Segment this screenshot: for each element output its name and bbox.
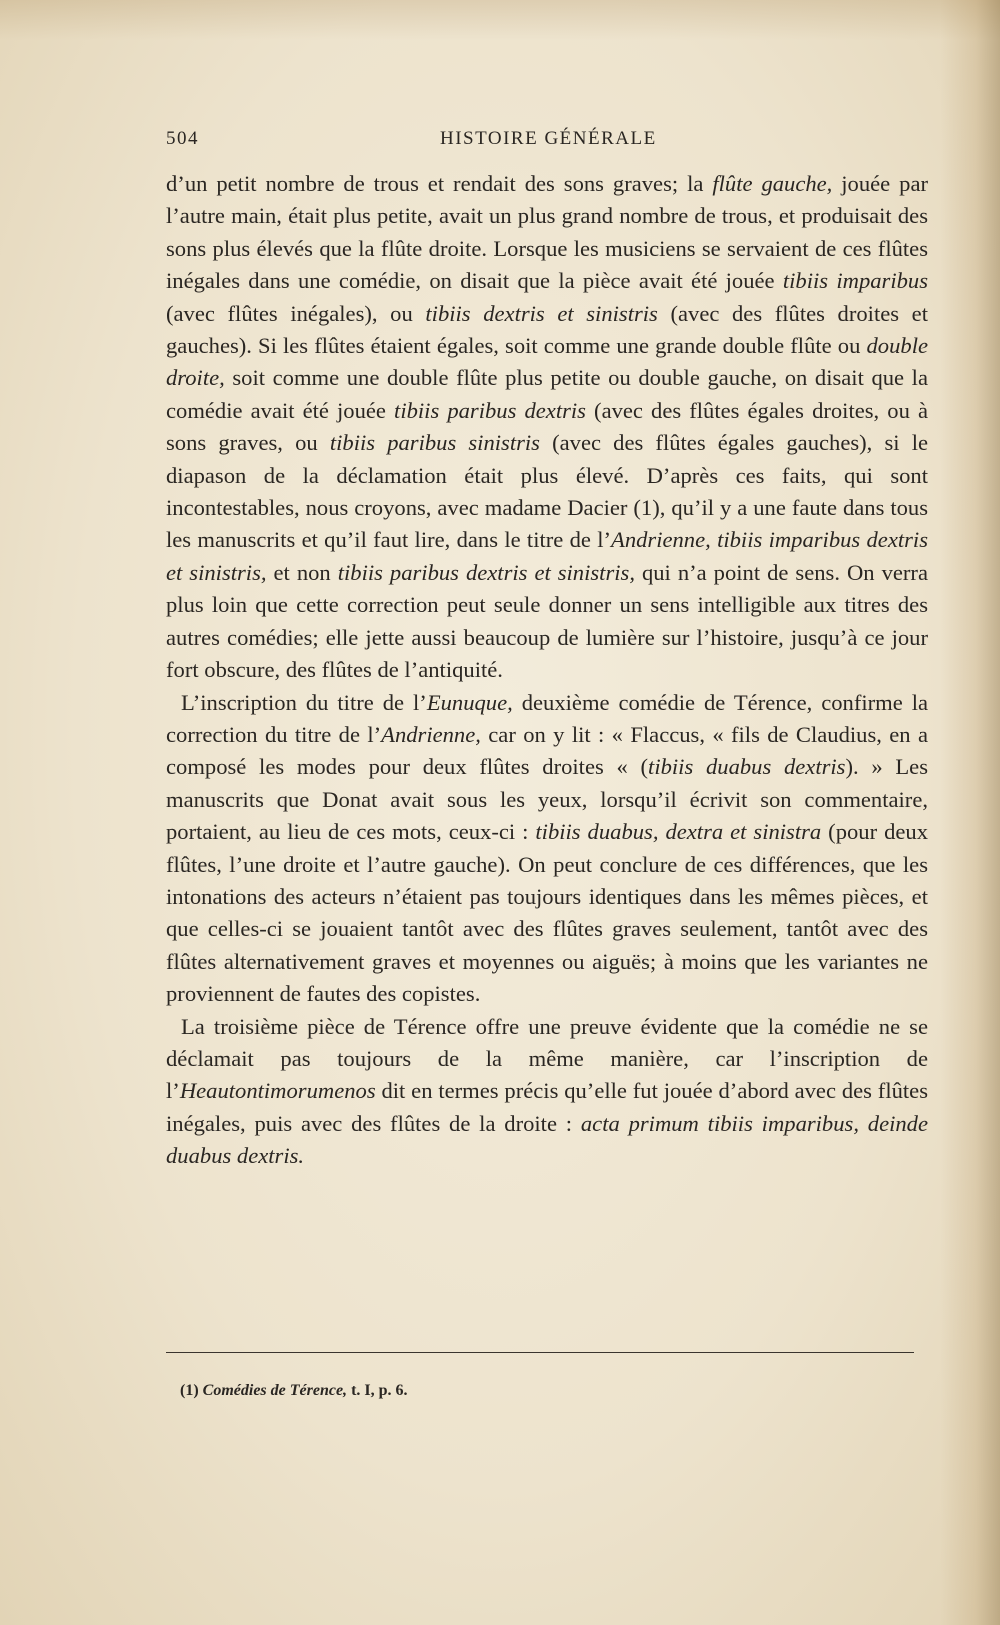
footnote-divider (166, 1352, 914, 1353)
running-header (166, 120, 926, 154)
page-number: 504 (166, 128, 199, 149)
page-edge-shadow (940, 0, 1000, 1625)
paragraph-3: La troisième pièce de Térence offre une preuve évidente que la comédie ne se déclamait pas toujours de la même manière, car l’inscription de l’Heautontimorumenos dit en termes précis qu’elle fut jouée d’abord avec des flûtes inégales, puis avec des flûtes de la droite : acta primum tibiis imparibus, deinde duabus dextris. (166, 1013, 928, 1169)
running-title: HISTOIRE GÉNÉRALE (440, 128, 657, 149)
paragraph-1: d’un petit nombre de trous et rendait des sons graves; la flûte gauche, jouée par l’autre main, était plus petite, avait un plus grand nombre de trous, et produisait des sons plus élevés que la flûte droite. Lorsque les musiciens se servaient de ces flûtes inégales dans une comédie, on disait que la pièce avait été jouée tibiis imparibus (avec flûtes inégales), ou tibiis dextris et sinistris (avec des flûtes droites et gauches). Si les flûtes étaient égales, soit comme une grande double flûte ou double droite, soit comme une double flûte plus petite ou double gauche, on disait que la comédie avait été jouée tibiis paribus dextris (avec des flûtes égales droites, ou à sons graves, ou tibiis paribus sinistris (avec des flûtes égales gauches), si le diapason de la déclamation était plus élevé. D’après ces faits, qui sont incontestables, nous croyons, avec madame Dacier (1), qu’il y a une faute dans tous les manuscrits et qu’il faut lire, dans le titre de l’Andrienne, tibiis imparibus dextris et sinistris, et non tibiis paribus dextris et sinistris, qui n’a point de sens. On verra plus loin que cette correction peut seule donner un sens intelligible aux titres des autres comédies; elle jette aussi beaucoup de lumière sur l’histoire, jusqu’à ce jour fort obscure, des flûtes de l’antiquité. (166, 171, 929, 683)
body-text (166, 168, 928, 1173)
page-top-shadow (0, 0, 1000, 40)
paragraph-2: L’inscription du titre de l’Eunuque, deuxième comédie de Térence, confirme la correction du titre de l’Andrienne, car on y lit : « Flaccus, « fils de Claudius, en a composé les modes pour deux flûtes droites « (tibiis duabus dextris). » Les manuscrits que Donat avait sous les yeux, lorsqu’il écrivit son commentaire, portaient, au lieu de ces mots, ceux-ci : tibiis duabus, dextra et sinistra (pour deux flûtes, l’une droite et l’autre gauche). On peut conclure de ces différences, que les intonations des acteurs n’étaient pas toujours identiques dans les mêmes pièces, et que celles-ci se jouaient tantôt avec des flûtes graves seulement, tantôt avec des flûtes alternativement graves et moyennes ou aiguës; à moins que les variantes ne proviennent de fautes des copistes. (166, 689, 929, 1007)
footnote: (1) Comédies de Térence, t. I, p. 6. (180, 1382, 408, 1399)
